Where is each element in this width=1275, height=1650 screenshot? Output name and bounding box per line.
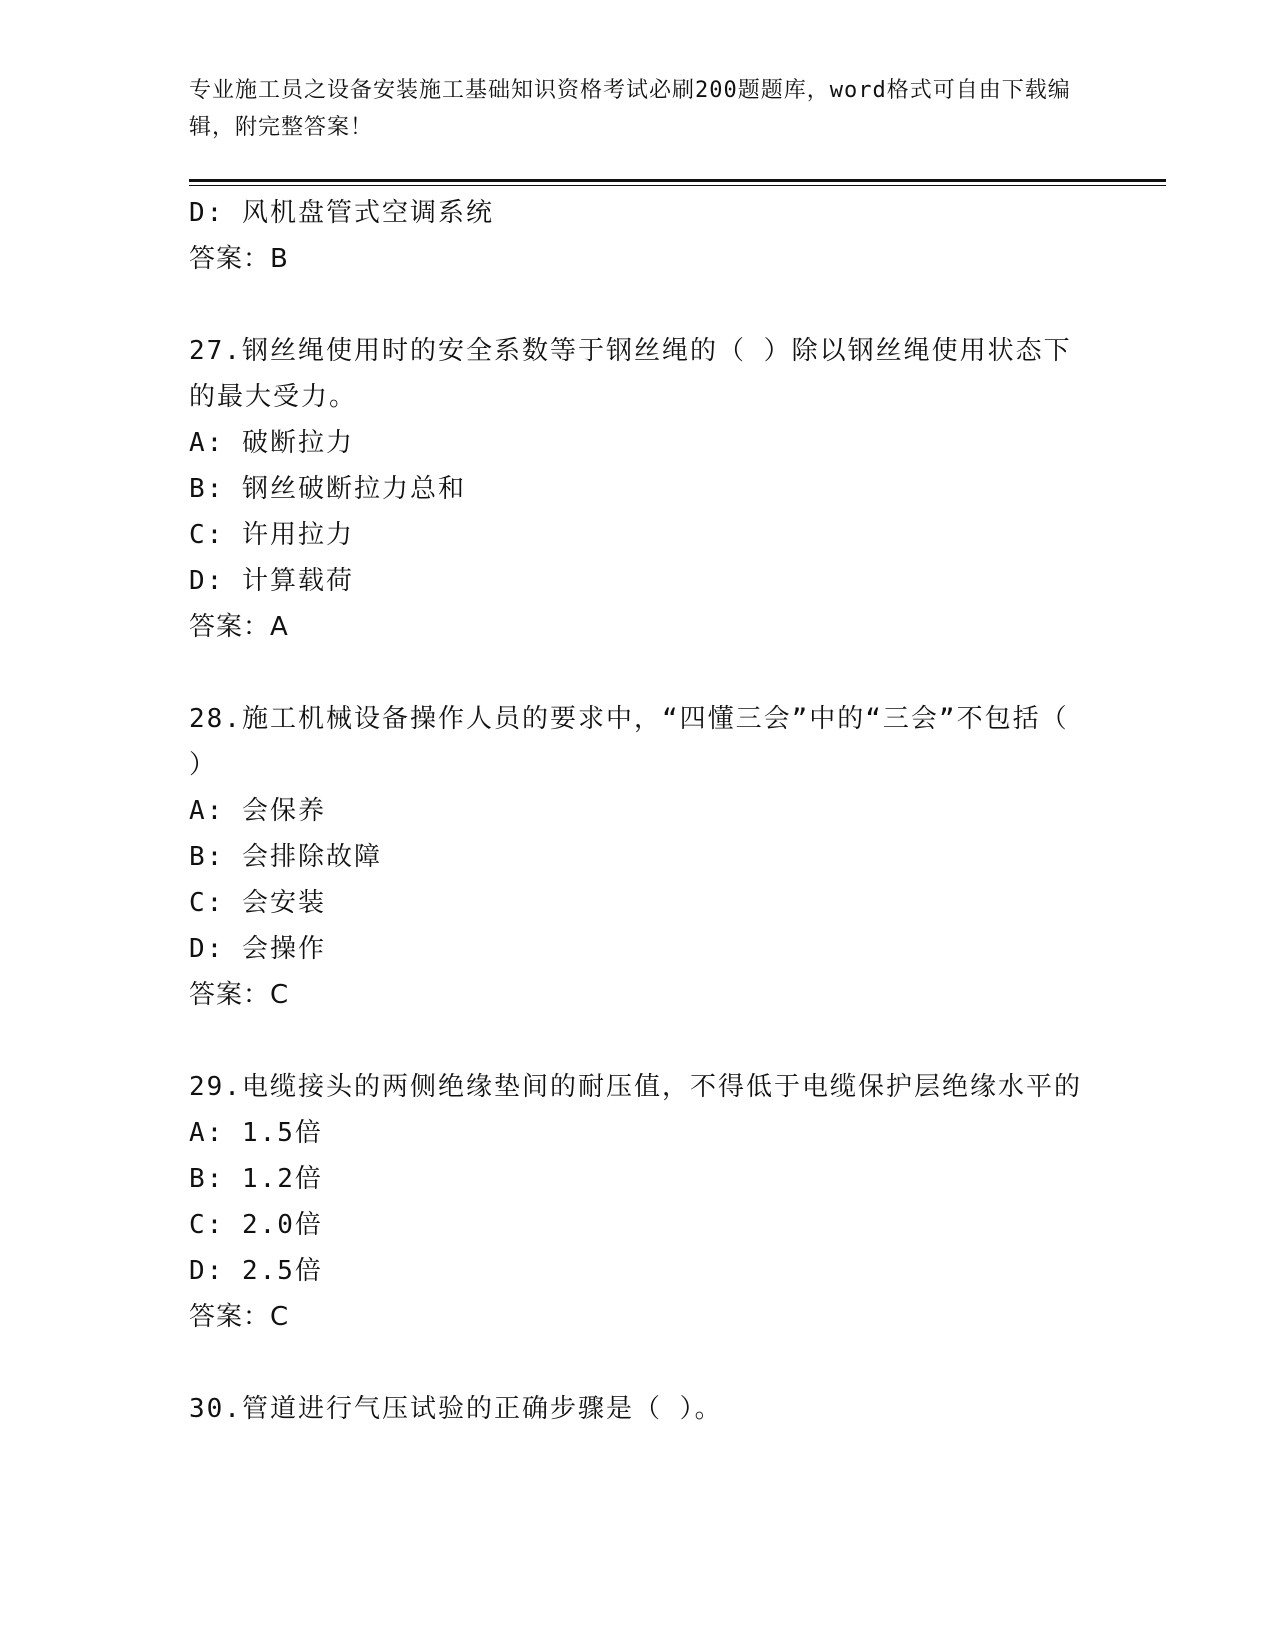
header-rule-thin	[189, 185, 1166, 186]
question-stem: 27.钢丝绳使用时的安全系数等于钢丝绳的（ ）除以钢丝绳使用状态下的最大受力。	[189, 336, 1072, 412]
option-d: D: 2.5倍	[189, 1256, 323, 1286]
question-stem: 28.施工机械设备操作人员的要求中，“四懂三会”中的“三会”不包括（ ）	[189, 704, 1069, 780]
option-d: D: 风机盘管式空调系统	[189, 198, 494, 228]
option-c: C: 会安装	[189, 888, 326, 918]
question-stem: 29.电缆接头的两侧绝缘垫间的耐压值，不得低于电缆保护层绝缘水平的	[189, 1072, 1082, 1102]
option-d: D: 会操作	[189, 934, 326, 964]
option-a: A: 破断拉力	[189, 428, 354, 458]
answer-line: 答案：C	[189, 1302, 290, 1332]
option-a: A: 会保养	[189, 796, 326, 826]
option-d: D: 计算载荷	[189, 566, 354, 596]
question-stem: 30.管道进行气压试验的正确步骤是（ ）。	[189, 1394, 723, 1424]
question-content	[189, 190, 1089, 1432]
option-b: B: 1.2倍	[189, 1164, 323, 1194]
option-c: C: 许用拉力	[189, 520, 354, 550]
header-rule-thick	[189, 179, 1166, 182]
answer-line: 答案：C	[189, 980, 290, 1010]
option-b: B: 会排除故障	[189, 842, 382, 872]
document-header: 专业施工员之设备安装施工基础知识资格考试必刷200题题库，word格式可自由下载编辑，附完整答案！	[189, 78, 1071, 140]
option-a: A: 1.5倍	[189, 1118, 323, 1148]
option-c: C: 2.0倍	[189, 1210, 323, 1240]
option-b: B: 钢丝破断拉力总和	[189, 474, 466, 504]
answer-line: 答案：A	[189, 612, 289, 642]
answer-line: 答案：B	[189, 244, 289, 274]
